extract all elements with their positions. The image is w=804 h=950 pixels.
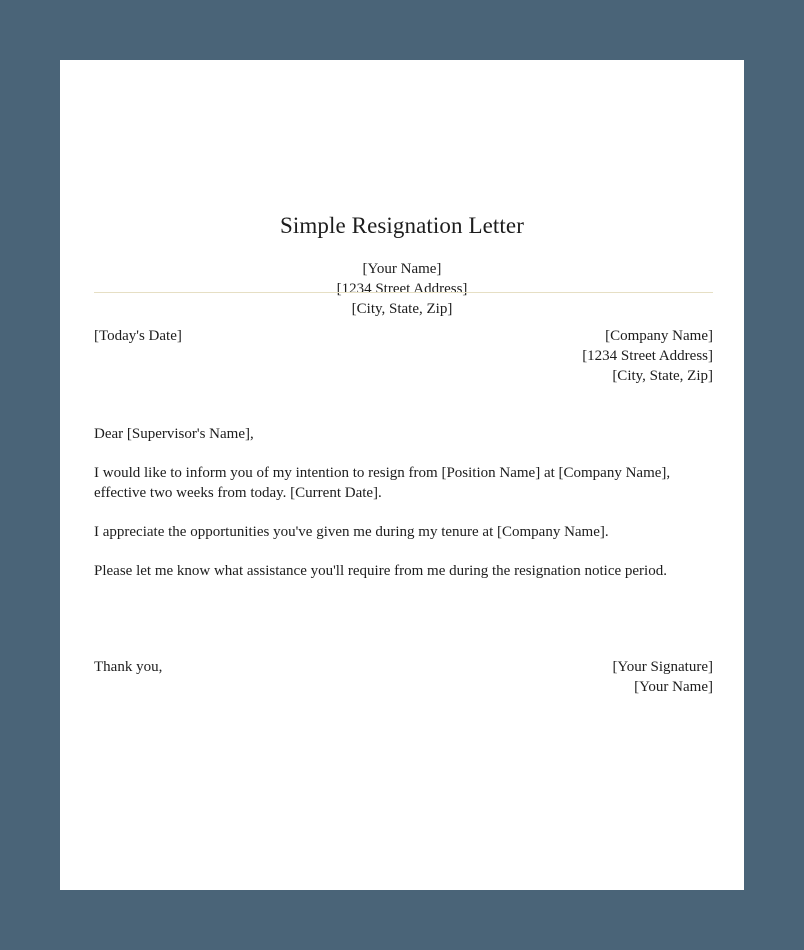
sender-name: [Your Name] (362, 261, 442, 277)
body-paragraph: I appreciate the opportunities you've given me during my tenure at [Company Name]. (94, 524, 609, 540)
recipient-street: [1234 Street Address] (582, 348, 713, 364)
signature: [Your Signature] (612, 659, 713, 675)
recipient-address-block (582, 326, 713, 386)
recipient-company: [Company Name] (605, 328, 713, 344)
letter-title: Simple Resignation Letter (280, 213, 524, 238)
letter-body (94, 424, 714, 600)
closing: Thank you, (94, 659, 163, 675)
recipient-city: [City, State, Zip] (612, 368, 713, 384)
letter-page (60, 60, 744, 890)
letter-date: [Today's Date] (94, 328, 182, 344)
body-paragraph: Please let me know what assistance you'll require from me during the resignation notice period. (94, 563, 667, 579)
sender-street: [1234 Street Address] (336, 281, 468, 297)
body-paragraph: I would like to inform you of my intention to resign from [Position Name] at [Company Name], effective two weeks from today. [Current Date]. (94, 465, 671, 501)
sender-address-block (60, 259, 744, 319)
header-divider (94, 292, 713, 293)
salutation: Dear [Supervisor's Name], (94, 426, 254, 442)
signature-block (612, 657, 713, 697)
sender-city: [City, State, Zip] (351, 301, 453, 317)
signer-name: [Your Name] (634, 679, 713, 695)
